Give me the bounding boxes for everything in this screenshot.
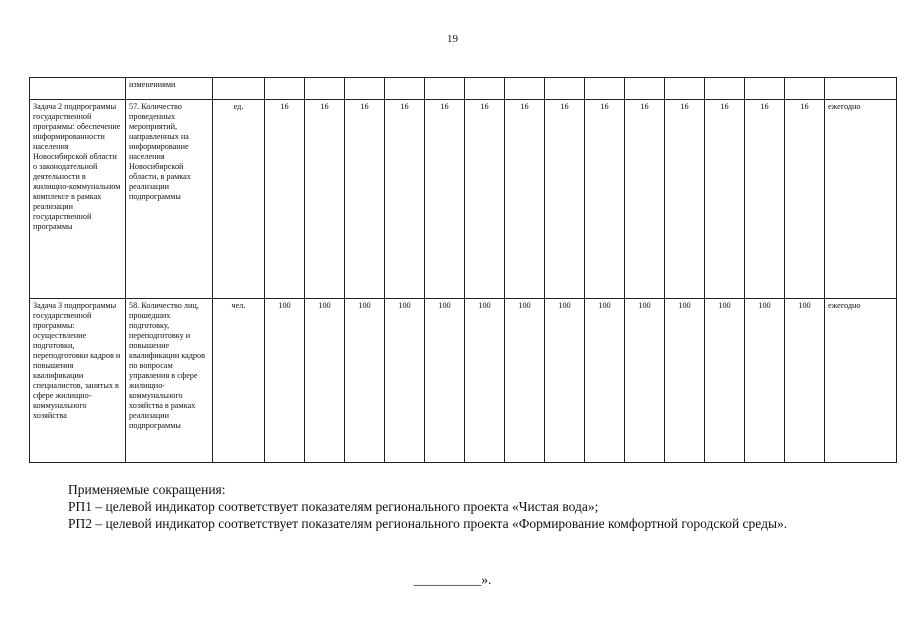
- abbreviations-notes: [29, 481, 876, 532]
- value-cell: 16: [785, 100, 825, 299]
- value-cell: 100: [305, 299, 345, 463]
- value-cell: 16: [625, 100, 665, 299]
- periodicity-cell: ежегодно: [825, 100, 897, 299]
- unit-cell: [213, 78, 265, 100]
- value-cell: 100: [665, 299, 705, 463]
- note-rp1: РП1 – целевой индикатор соответствует показателям регионального проекта «Чистая вода»;: [68, 499, 599, 514]
- value-cell: 16: [465, 100, 505, 299]
- value-cell: 16: [505, 100, 545, 299]
- value-cell: 100: [385, 299, 425, 463]
- value-cell: 16: [305, 100, 345, 299]
- indicator-cell: 57. Количество проведенных мероприятий, направленных на информирование населения Новосибирской области, в рамках реализации подпрограммы: [126, 100, 213, 299]
- value-cell: 100: [785, 299, 825, 463]
- task-cell: Задача 2 подпрограммы государственной программы: обеспечение информированности населения Новосибирской области о законодательной деятельности в жилищно-коммунальном комплексе в рамках реализации государственной программы: [30, 100, 126, 299]
- table-row-continued: [30, 78, 897, 100]
- task-cell: Задача 3 подпрограммы государственной программы: осуществление подготовки, переподготовки кадров и повышения квалификации специалистов, занятых в сфере жилищно-коммунального хозяйства: [30, 299, 126, 463]
- value-cell: 16: [705, 100, 745, 299]
- value-cell: 100: [265, 299, 305, 463]
- value-cell: 100: [745, 299, 785, 463]
- value-cell: 100: [625, 299, 665, 463]
- value-cell: 100: [345, 299, 385, 463]
- periodicity-cell: [825, 78, 897, 100]
- note-rp2: РП2 – целевой индикатор соответствует показателям регионального проекта «Формирование комфортной городской среды».: [68, 516, 788, 531]
- table-row: [30, 100, 897, 299]
- notes-heading: Применяемые сокращения:: [68, 482, 226, 497]
- value-cell: 100: [545, 299, 585, 463]
- value-cell: 100: [505, 299, 545, 463]
- value-cell: 16: [665, 100, 705, 299]
- value-cell: 16: [745, 100, 785, 299]
- page-number: 19: [447, 33, 458, 45]
- periodicity-cell: ежегодно: [825, 299, 897, 463]
- table-row: [30, 299, 897, 463]
- value-cell: 16: [345, 100, 385, 299]
- value-cell: 100: [465, 299, 505, 463]
- task-cell: [30, 78, 126, 100]
- indicator-cell: изменениями: [126, 78, 213, 100]
- value-cell: 16: [385, 100, 425, 299]
- value-cell: 16: [265, 100, 305, 299]
- value-cell: 16: [545, 100, 585, 299]
- closing-mark: __________».: [413, 572, 492, 587]
- indicators-table: [29, 77, 897, 463]
- unit-cell: чел.: [213, 299, 265, 463]
- value-cell: 16: [585, 100, 625, 299]
- value-cell: 16: [425, 100, 465, 299]
- unit-cell: ед.: [213, 100, 265, 299]
- value-cell: 100: [585, 299, 625, 463]
- value-cell: 100: [425, 299, 465, 463]
- value-cell: 100: [705, 299, 745, 463]
- indicator-cell: 58. Количество лиц, прошедших подготовку, переподготовку и повышение квалификации кадров по вопросам управления в сфере жилищно-коммунального хозяйства в рамках реализации подпрограммы: [126, 299, 213, 463]
